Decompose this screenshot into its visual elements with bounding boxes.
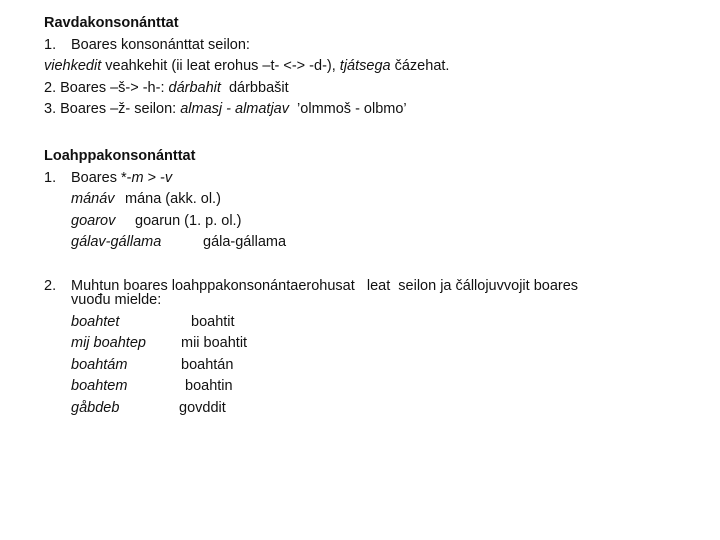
old-form: boahtet (71, 313, 120, 330)
old-form: goarov (71, 212, 116, 229)
new-form: boahtán (181, 356, 234, 373)
new-form: goarun (1. p. ol.) (135, 212, 242, 229)
list-item (44, 78, 449, 100)
example-line (44, 56, 449, 78)
item-number: 1. (44, 169, 57, 186)
example-text: veahkehit (ii leat erohus –t- <-> -d-), (101, 58, 340, 74)
example-word: almasj - almatjav (180, 101, 289, 117)
new-form: govddit (179, 399, 226, 416)
item-text-italic: m (131, 169, 144, 186)
item-text-continued: vuođu mielde: (71, 291, 162, 308)
example-pair (71, 376, 578, 398)
section-2-item-2 (44, 276, 578, 419)
item-text: Boares *- (71, 169, 132, 186)
example-list-1 (44, 189, 286, 254)
example-pair (71, 189, 286, 211)
section-loahppakonsonanttat (44, 146, 286, 254)
new-form: mána (akk. ol.) (125, 191, 221, 207)
item-text: 3. Boares –ž- seilon: (44, 101, 181, 117)
item-text: > - (143, 169, 165, 186)
example-pair (71, 211, 286, 233)
old-form: mánáv (71, 191, 115, 207)
list-item (44, 168, 286, 190)
example-text: ’olmmoš - olbmo’ (289, 101, 407, 117)
example-word: tjátsega (339, 58, 391, 74)
example-text: dárbbašit (220, 79, 289, 96)
item-text-italic: v (164, 169, 173, 186)
old-form: boahtem (71, 378, 128, 394)
item-text: Muhtun boares loahppakonsonántaerohusat leat seilon ja čállojuvvojit boares (71, 278, 579, 294)
item-number: 1. (44, 36, 57, 53)
example-word: viehkedit (44, 58, 102, 74)
item-text: 2. Boares –š-> -h-: (44, 79, 169, 96)
old-form: boahtám (71, 356, 128, 373)
section-title: Loahppakonsonánttat (44, 148, 196, 164)
item-text: Boares konsonánttat seilon: (71, 36, 250, 53)
example-pair (71, 232, 286, 254)
example-word: dárbahit (168, 79, 221, 96)
old-form: mij boahtep (71, 335, 146, 351)
section-ravdakonsonanttat (44, 13, 449, 121)
example-pair (71, 333, 578, 355)
example-text: čázehat. (390, 58, 450, 74)
new-form: boahtit (191, 313, 235, 330)
list-item (44, 35, 449, 57)
example-pair (71, 312, 578, 334)
old-form: gálav-gállama (71, 234, 162, 250)
section-title: Ravdakonsonánttat (44, 15, 179, 31)
new-form: boahtin (185, 378, 233, 394)
example-pair (71, 398, 578, 420)
list-item (44, 99, 449, 121)
new-form: mii boahtit (181, 335, 248, 351)
example-pair (71, 355, 578, 377)
item-number: 2. (44, 278, 57, 294)
new-form: gála-gállama (203, 234, 287, 250)
old-form: gåbdeb (71, 399, 120, 416)
example-list-2 (44, 312, 578, 420)
